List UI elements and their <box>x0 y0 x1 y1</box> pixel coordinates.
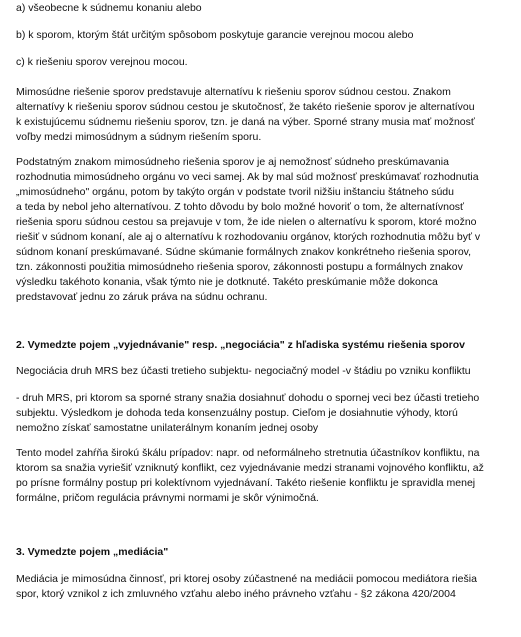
text-line: a teda by nebol jeho alternatívou. Z tohto dôvodu by bolo možné hovoriť o tom, že alternatívnosť <box>16 201 464 213</box>
section-heading-mediation: 3. Vymedzte pojem „mediácia" <box>16 546 169 558</box>
text-line: súdnom konaní preskúmavané. Súdne skúmanie formálnych znakov konkrétneho riešenia sporov, <box>16 246 472 258</box>
list-item-text: b) k sporom, ktorým štát určitým spôsobom poskytuje garancie verejnou mocou alebo <box>16 29 414 41</box>
section-heading-negotiation: 2. Vymedzte pojem „vyjednávanie" resp. „negociácia" z hľadiska systému riešenia sporov <box>16 339 465 351</box>
text-line: výsledku takéhoto konania, však týmto nie je dotknuté. Takéto preskúmanie môže dokonca <box>16 276 438 288</box>
text-line: subjektu. Výsledkom je dohoda teda konsenzuálny postup. Cieľom je dosiahnutie výhody, ktorú <box>16 407 458 419</box>
text-line: Negociácia druh MRS bez účasti tretieho subjektu- negociačný model -v štádiu po vzniku konfliktu <box>16 365 471 377</box>
text-line: nemožno získať samostatne unilaterálnym konaním jednej osoby <box>16 422 319 434</box>
text-line: Tento model zahŕňa širokú škálu prípadov: napr. od neformálneho stretnutia účastníkov konfliktu, na <box>16 447 480 459</box>
text-line: alternatívy k riešeniu sporov súdnou cestou je skutočnosť, že takéto riešenie sporov je alternatívou <box>16 101 475 113</box>
list-item-text: c) k riešeniu sporov verejnou mocou. <box>16 56 188 68</box>
list-item-a <box>16 1 510 16</box>
text-line: spor, ktorý vznikol z ich zmluvného vzťahu alebo iného právneho vzťahu - §2 zákona 420/2004 <box>16 588 456 600</box>
text-line: „mimosúdneho" orgánu, potom by takýto orgán v podstate tvoril nižšiu inštanciu štátneho súdu <box>16 186 454 198</box>
text-line: tzn. zákonnosti použitia mimosúdneho riešenia sporov, zákonnosti postupu a formálnych znakov <box>16 261 463 273</box>
text-line: Mediácia je mimosúdna činnosť, pri ktorej osoby zúčastnené na mediácii pomocou mediátora riešia <box>16 573 477 585</box>
list-item-b <box>16 28 510 43</box>
list-item-c <box>16 55 510 70</box>
paragraph-mediation <box>16 572 510 602</box>
text-line: ktorom sa snažia vyriešiť vzniknutý konflikt, cez vyjednávanie medzi stranami vojnového konfliktu, až <box>16 462 484 474</box>
text-line: k existujúcemu súdnemu riešeniu sporov, tzn. je daná na výber. Sporné strany musia mať možnosť <box>16 116 475 128</box>
paragraph-alternative <box>16 85 510 145</box>
text-line: voľby medzi mimosúdnym a súdnym riešením sporu. <box>16 131 262 143</box>
text-line: rozhodnutia mimosúdneho orgánu vo veci samej. Ak by mal súd možnosť preskúmavať rozhodnutia <box>16 171 479 183</box>
text-line: Mimosúdne riešenie sporov predstavuje alternatívu k riešeniu sporov súdnou cestou. Znakom <box>16 86 451 98</box>
text-line: - druh MRS, pri ktorom sa sporné strany snažia dosiahnuť dohodu o spornej veci bez účasti tretieho <box>16 392 480 404</box>
text-line: riešenia sporu súdnou cestou sa prejavuje v tom, že ide nielen o alternatívu k sporom, ktoré možno <box>16 216 477 228</box>
list-item-text: a) všeobecne k súdnemu konaniu alebo <box>16 2 202 14</box>
text-line: predstavovať jednu zo záruk práva na súdnu ochranu. <box>16 291 268 303</box>
paragraph-negotiation-def <box>16 364 510 379</box>
text-line: po prísne formálny postup pri kolektívnom vyjednávaní. Takéto riešenie konfliktu je spravidla menej <box>16 477 476 489</box>
text-line: riešiť v súdnom konaní, ale aj o alternatívu k rozhodovaniu orgánov, ktorých rozhodnutia môžu byť v <box>16 231 481 243</box>
text-line: Podstatným znakom mimosúdneho riešenia sporov je aj nemožnosť súdneho preskúmavania <box>16 156 449 168</box>
paragraph-negotiation-type <box>16 391 510 436</box>
paragraph-negotiation-model <box>16 446 510 506</box>
text-line: formálne, pričom regulácia právnymi normami je skôr výnimočná. <box>16 492 319 504</box>
paragraph-review <box>16 155 510 305</box>
